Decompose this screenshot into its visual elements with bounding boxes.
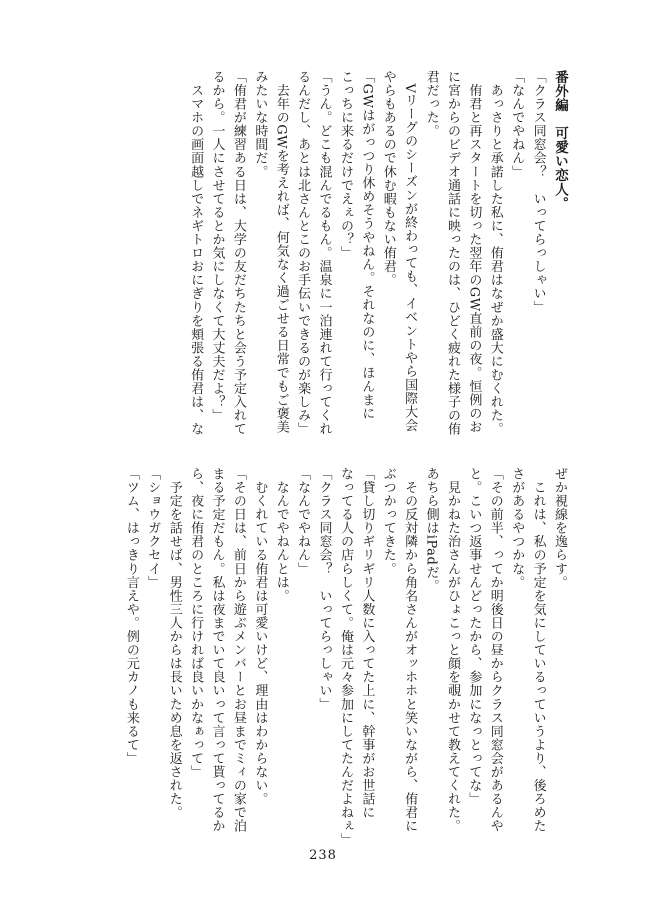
text-line: 「ショウガクセイ」	[145, 467, 161, 589]
text-line: 侑君と再スタートを切った翌年のGW直前の夜。恒例のお	[466, 70, 482, 434]
text-line: ぶつかってきた。	[380, 467, 396, 576]
text-line: 「うん。どこも混んでるもん。温泉に一泊連れて行ってくれ	[316, 70, 332, 436]
text-line: 「その日は、前日から遊ぶメンバーとお昼までミィの家で泊	[230, 467, 246, 833]
text-line: 君だった。	[423, 70, 439, 138]
text-line: 予定を話せば、男性三人からは長いため息を返された。	[166, 467, 182, 820]
page-number: 238	[309, 848, 337, 863]
text-line: 「クラス同窓会？ いってらっしゃい」	[530, 70, 546, 314]
text-line: 「貸し切りギリギリ人数に入ってた上に、幹事がお世話に	[359, 467, 375, 820]
text-line: さがあるやつかな。	[509, 467, 525, 589]
text-line: ら、夜に侑君のところに行ければ良いかなぁって」	[188, 467, 204, 779]
text-line: こっちに来るだけでえぇの？」	[337, 70, 353, 260]
text-line: むくれている侑君は可愛いけど、理由はわからない。	[252, 467, 268, 806]
text-line: まる予定だもん。私は夜までいて良いって言って貰ってるか	[209, 467, 225, 833]
text-line: るから。一人にさせてるとか気にしなくて大丈夫だよ？」	[209, 70, 225, 423]
text-block-upper	[185, 70, 570, 450]
text-line: みたいな時間だ。	[252, 70, 268, 179]
text-line: これは、私の予定を気にしているっていうより、後ろめた	[530, 467, 546, 833]
text-line: 「その前半、ってか明後日の昼からクラス同窓会があるんや	[487, 467, 503, 833]
text-line: なんでやねんとは。	[273, 467, 289, 603]
text-line: 「ツム、はっきり言えや。例の元カノも来るて」	[123, 467, 139, 766]
text-line: 「GWはがっつり休めそうやねん。それなのに、ほんまに	[359, 70, 375, 421]
text-line: と。こいつ返事せんどったから、参加になっとってな」	[466, 467, 482, 806]
text-line: Vリーグのシーズンが終わっても、イベントやら国際大会	[402, 70, 418, 433]
text-line: 「なんでやねん」	[509, 70, 525, 179]
text-line: やらもあるので休む暇もない侑君。	[380, 70, 396, 287]
chapter-title: 番外編 可愛い恋人。	[552, 70, 568, 211]
text-line: に宮からのビデオ通話に映ったのは、ひどく疲れた様子の侑	[444, 70, 460, 436]
text-line: ぜか視線を逸らす。	[552, 467, 567, 589]
text-line: なってる人の店らしくて。俺は元々参加にしてたんだよねぇ」	[337, 467, 353, 847]
text-line: るんだし、あとは北さんとこのお手伝いできるのが楽しみ」	[295, 70, 311, 436]
text-line: 見かねた治さんがひょこっと顔を覗かせて教えてくれた。	[444, 467, 460, 833]
text-line: スマホの画面越しでネギトロおにぎりを頬張る侑君は、な	[188, 70, 204, 436]
text-line: 「侑君が練習ある日は、大学の友だちたちと会う予定入れて	[230, 70, 246, 436]
text-line: その反対隣から角名さんがオッホホと笑いながら、侑君に	[402, 467, 418, 833]
text-line: あちら側はiPadだ。	[423, 467, 439, 593]
text-line: 「なんでやねん」	[295, 467, 311, 576]
text-block-lower	[120, 467, 570, 847]
text-line: あっさりと承諾した私に、侑君はなぜか盛大にむくれた。	[487, 70, 503, 436]
text-line: 「クラス同窓会？ いってらっしゃい」	[316, 467, 332, 711]
text-line: 去年のGWを考えれば、何気なく過ごせる日常でもご褒美	[273, 70, 289, 434]
